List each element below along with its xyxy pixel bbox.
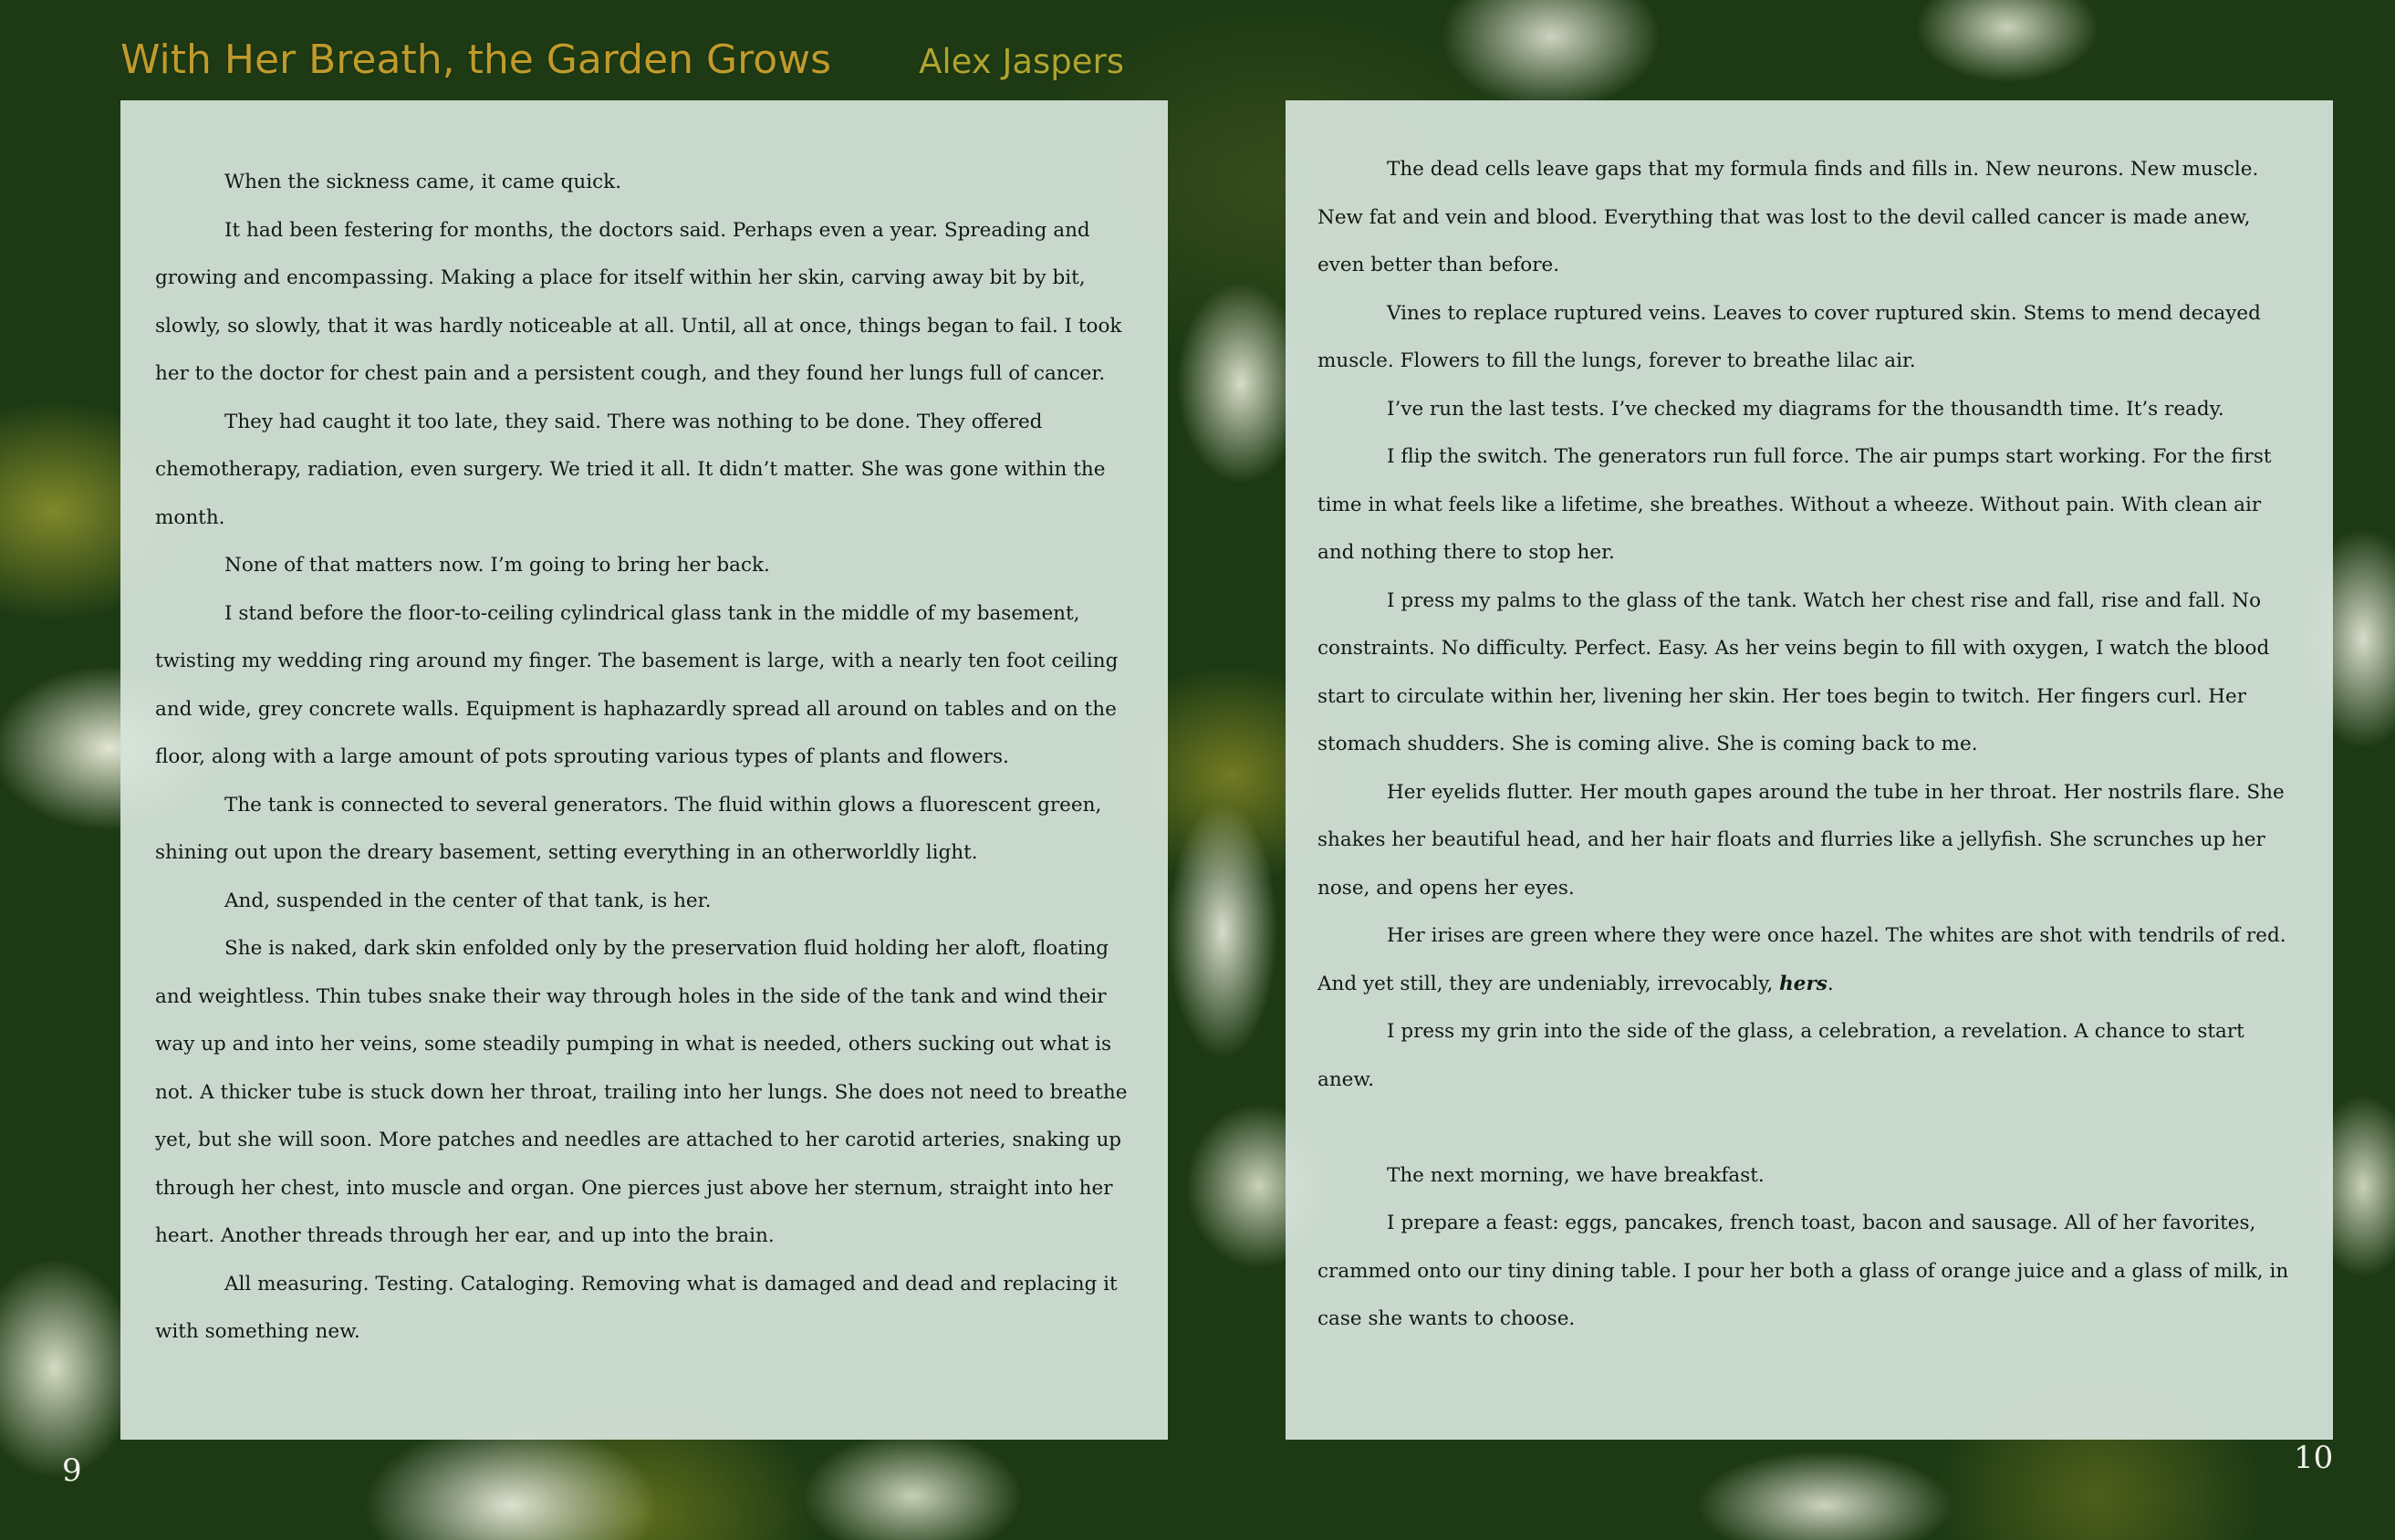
paragraph: I stand before the floor-to-ceiling cylindrical glass tank in the middle of my basement, twisting my wedding ring around my finger. The basement is large, with a nearly ten foot ceiling and wide, grey concrete walls. Equipment is haphazardly spread all around on tables and on the floor, along with a large amount of pots sprouting various types of plants and flowers. xyxy=(155,601,1119,768)
paragraph: I’ve run the last tests. I’ve checked my diagrams for the thousandth time. It’s ready. xyxy=(1387,397,2224,421)
paragraph: The next morning, we have breakfast. xyxy=(1387,1163,1765,1187)
paragraph: Her eyelids flutter. Her mouth gapes around the tube in her throat. Her nostrils flare. She shakes her beautiful head, and her hair floats and flurries like a jellyfish. She scrunches up her nose, and opens her eyes. xyxy=(1317,780,2285,900)
paragraph: I flip the switch. The generators run full force. The air pumps start working. For the first time in what feels like a lifetime, she breathes. Without a wheeze. Without pain. With clean air and nothing there to stop her. xyxy=(1317,445,2272,564)
right-page xyxy=(1286,100,2333,1440)
paragraph xyxy=(1317,912,2302,1008)
emphasized-word: hers xyxy=(1779,972,1827,995)
paragraph: All measuring. Testing. Cataloging. Removing what is damaged and dead and replacing it with something new. xyxy=(155,1272,1118,1343)
page-number: 9 xyxy=(62,1452,82,1489)
paragraph: The dead cells leave gaps that my formula finds and fills in. New neurons. New muscle. New fat and vein and blood. Everything that was lost to the devil called cancer is made anew, even better than before. xyxy=(1317,158,2259,276)
paragraph-text: Her irises are green where they were once hazel. The whites are shot with tendrils of red. And yet still, they are undeniably, irrevocably, xyxy=(1317,924,2286,995)
page-number: 10 xyxy=(2294,1440,2334,1476)
paragraph: None of that matters now. I’m going to bring her back. xyxy=(224,554,770,577)
paragraph: She is naked, dark skin enfolded only by the preservation fluid holding her aloft, floating and weightless. Thin tubes snake their way through holes in the side of the tank and wind their way up and into her veins, some steadily pumping in what is needed, others sucking out what is not. A thicker tube is stuck down her throat, trailing into her lungs. She does not need to breathe yet, but she will soon. More patches and needles are attached to her carotid arteries, snaking up through her chest, into muscle and organ. One pierces just above her sternum, straight into her heart. Another threads through her ear, and up into the brain. xyxy=(155,937,1128,1247)
left-page xyxy=(120,100,1168,1440)
book-title: With Her Breath, the Garden Grows xyxy=(120,36,832,83)
paragraph-text: . xyxy=(1827,972,1834,995)
paragraph: Vines to replace ruptured veins. Leaves to cover ruptured skin. Stems to mend decayed muscle. Flowers to fill the lungs, forever to breathe lilac air. xyxy=(1317,301,2261,372)
paragraph: I press my palms to the glass of the tank. Watch her chest rise and fall, rise and fall. No constraints. No difficulty. Perfect. Easy. As her veins begin to fill with oxygen, I watch the blood start to circulate within her, livening her skin. Her toes begin to twitch. Her fingers curl. Her stomach shudders. She is coming alive. She is coming back to me. xyxy=(1317,588,2270,755)
paragraph: It had been festering for months, the doctors said. Perhaps even a year. Spreading and growing and encompassing. Making a place for itself within her skin, carving away bit by bit, slowly, so slowly, that it was hardly noticeable at all. Until, all at once, things began to fail. I took her to the doctor for chest pain and a persistent cough, and they found her lungs full of cancer. xyxy=(155,218,1122,385)
paragraph: They had caught it too late, they said. There was nothing to be done. They offered chemotherapy, radiation, even surgery. We tried it all. It didn’t matter. She was gone within the month. xyxy=(155,410,1106,529)
author-name: Alex Jaspers xyxy=(919,42,1125,81)
running-header xyxy=(120,36,1124,95)
paragraph: I press my grin into the side of the glass, a celebration, a revelation. A chance to start anew. xyxy=(1317,1020,2244,1091)
paragraph: When the sickness came, it came quick. xyxy=(224,171,622,193)
paragraph: I prepare a feast: eggs, pancakes, french toast, bacon and sausage. All of her favorites, crammed onto our tiny dining table. I pour her both a glass of orange juice and a glass of milk, in case she wants to choose. xyxy=(1317,1212,2289,1330)
paragraph: And, suspended in the center of that tank, is her. xyxy=(224,889,712,912)
paragraph: The tank is connected to several generators. The fluid within glows a fluorescent green, shining out upon the dreary basement, setting everything in an otherworldly light. xyxy=(155,793,1102,864)
